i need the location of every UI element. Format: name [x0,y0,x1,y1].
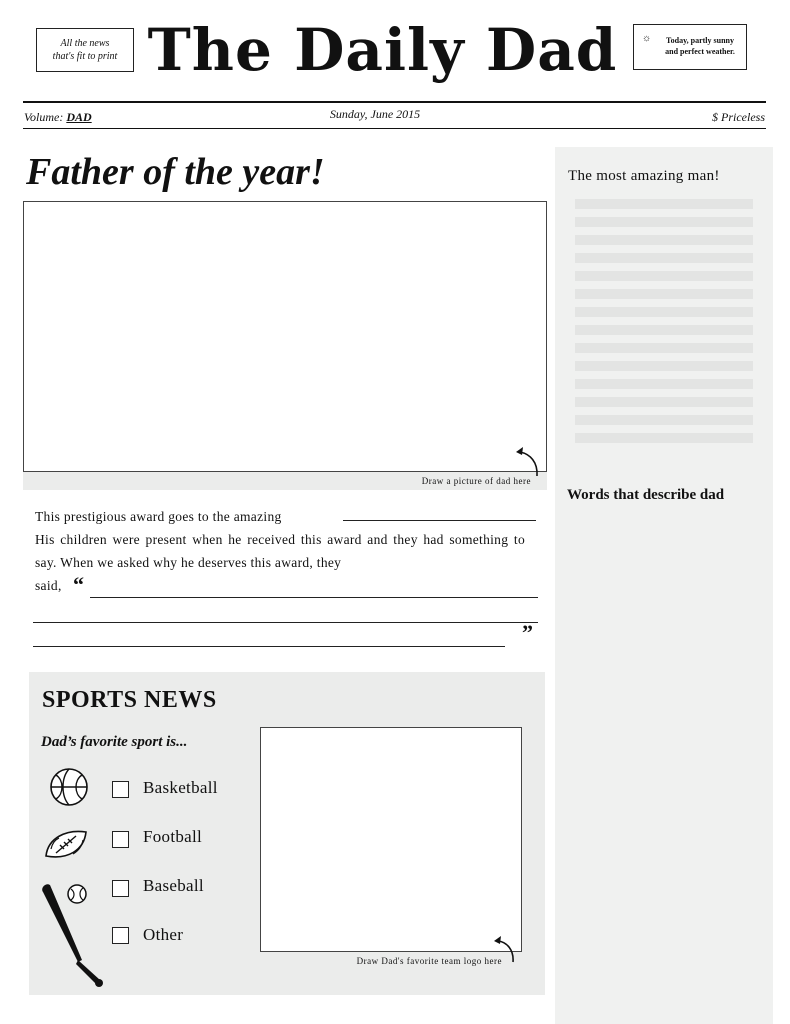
sidebar-writing-line[interactable] [575,325,753,335]
volume-label-text: Volume: [24,110,64,124]
article-body: His children were present when he received this award and they had something to say. When we asked why he deserves this award, they [35,532,525,570]
football-checkbox[interactable] [112,831,129,848]
baseball-checkbox[interactable] [112,880,129,897]
basketball-checkbox[interactable] [112,781,129,798]
quote-blank-line-1[interactable] [90,597,538,598]
quote-blank-line-2[interactable] [33,622,538,623]
sidebar-writing-line[interactable] [575,217,753,227]
open-quote-icon: “ [73,572,84,597]
issue-date: Sunday, June 2015 [329,107,421,121]
sidebar-writing-line[interactable] [575,307,753,317]
sidebar-writing-line[interactable] [575,289,753,299]
headline: Father of the year! [26,151,325,193]
sun-icon: ☼ [642,33,652,44]
other-label: Other [143,925,184,944]
sidebar-writing-line[interactable] [575,361,753,371]
article-line-1: This prestigious award goes to the amazing [35,509,282,524]
words-heading: Words that describe dad [567,487,725,503]
weather-box [633,24,747,70]
sidebar-writing-line[interactable] [575,271,753,281]
sidebar-writing-line[interactable] [575,253,753,263]
weather-line-1: Today, partly sunny [666,36,734,45]
sidebar-writing-line[interactable] [575,235,753,245]
name-blank-line[interactable] [343,520,536,521]
photo-caption: Draw a picture of dad here [23,471,547,490]
football-icon [42,826,90,864]
motto-line-2: that's fit to print [52,51,118,62]
masthead-rule-bottom [23,128,766,129]
said-text: said, [35,578,62,593]
team-logo-area[interactable] [260,727,522,970]
curved-arrow-icon [489,930,517,966]
sidebar-writing-line[interactable] [575,379,753,389]
curved-arrow-icon [510,440,542,480]
motto-line-1: All the news [60,38,110,49]
sidebar-writing-line[interactable] [575,397,753,407]
masthead-rule-top [23,101,766,103]
volume-label [24,110,92,125]
article-paragraph [35,505,525,597]
sports-title: SPORTS NEWS [42,687,217,713]
motto-box [36,28,134,72]
price-label: $ Priceless [712,110,765,124]
volume-value: DAD [66,110,92,124]
quote-blank-line-3[interactable] [33,646,505,647]
basketball-icon [48,766,90,808]
weather-line-2: and perfect weather. [665,47,735,56]
other-checkbox[interactable] [112,927,129,944]
baseball-bat-icon [38,880,114,988]
sidebar-writing-line[interactable] [575,415,753,425]
football-label: Football [143,827,203,846]
sports-subtitle: Dad’s favorite sport is... [41,734,188,750]
close-quote-icon: ” [522,620,533,645]
sidebar-writing-line[interactable] [575,343,753,353]
dad-picture-area[interactable] [23,201,547,490]
baseball-label: Baseball [143,876,204,895]
newspaper-title: The Daily Dad [147,16,618,84]
sidebar-heading: The most amazing man! [568,168,720,184]
sidebar-writing-line[interactable] [575,199,753,209]
sidebar-writing-line[interactable] [575,433,753,443]
logo-caption: Draw Dad's favorite team logo here [260,951,522,971]
basketball-label: Basketball [143,778,218,797]
